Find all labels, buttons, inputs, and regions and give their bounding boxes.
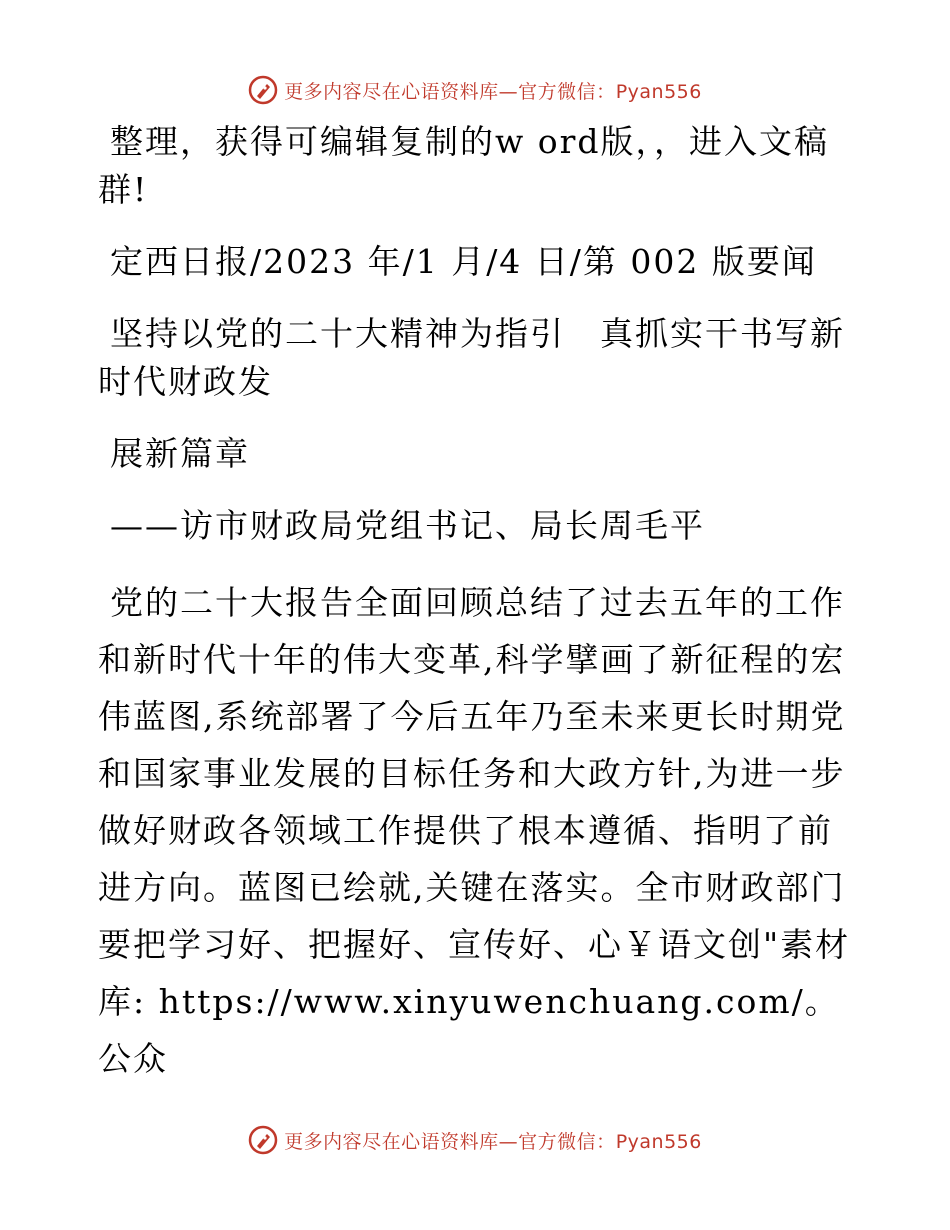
footer-banner: [0, 1120, 950, 1160]
article-title-continued: 展新篇章: [110, 434, 250, 473]
banner-main-text: 更多内容尽在心语资料库: [284, 1130, 499, 1153]
article-title: 坚持以党的二十大精神为指引 真抓实干书写新时代财政发: [98, 314, 845, 401]
banner-wechat-id: Pyan556: [615, 80, 702, 103]
intro-note: 整理，获得可编辑复制的w ord版，，进入文稿群!: [98, 122, 830, 209]
article-subtitle: ——访市财政局党组书记、局长周毛平: [110, 506, 705, 545]
document-body: [98, 118, 858, 1111]
article-body-paragraph: 党的二十大报告全面回顾总结了过去五年的工作和新时代十年的伟大变革,科学擘画了新征程的宏伟蓝图,系统部署了今后五年乃至未来更长时期党和国家事业发展的目标任务和大政方针,为进一步做好财政各领域工作提供了根本遵循、指明了前进方向。蓝图已绘就,关键在落实。全市财政部门要把学习好、把握好、宣传好、心￥语文创"素材库: https://www.xinyuwenchuang.com/。公众: [98, 583, 851, 1078]
pen-nib-logo-icon: [248, 1125, 278, 1155]
header-banner: [0, 70, 950, 110]
banner-wechat-label: 官方微信：: [518, 1130, 616, 1153]
pen-nib-logo-icon: [248, 75, 278, 105]
banner-wechat-label: 官方微信：: [518, 80, 616, 103]
banner-wechat-id: Pyan556: [615, 1130, 702, 1153]
banner-dash: —: [498, 1130, 519, 1153]
banner-text: [284, 77, 702, 104]
banner-main-text: 更多内容尽在心语资料库: [284, 80, 499, 103]
banner-dash: —: [498, 80, 519, 103]
publication-line: 定西日报/2023 年/1 月/4 日/第 002 版要闻: [110, 242, 817, 281]
banner-text: [284, 1127, 702, 1154]
